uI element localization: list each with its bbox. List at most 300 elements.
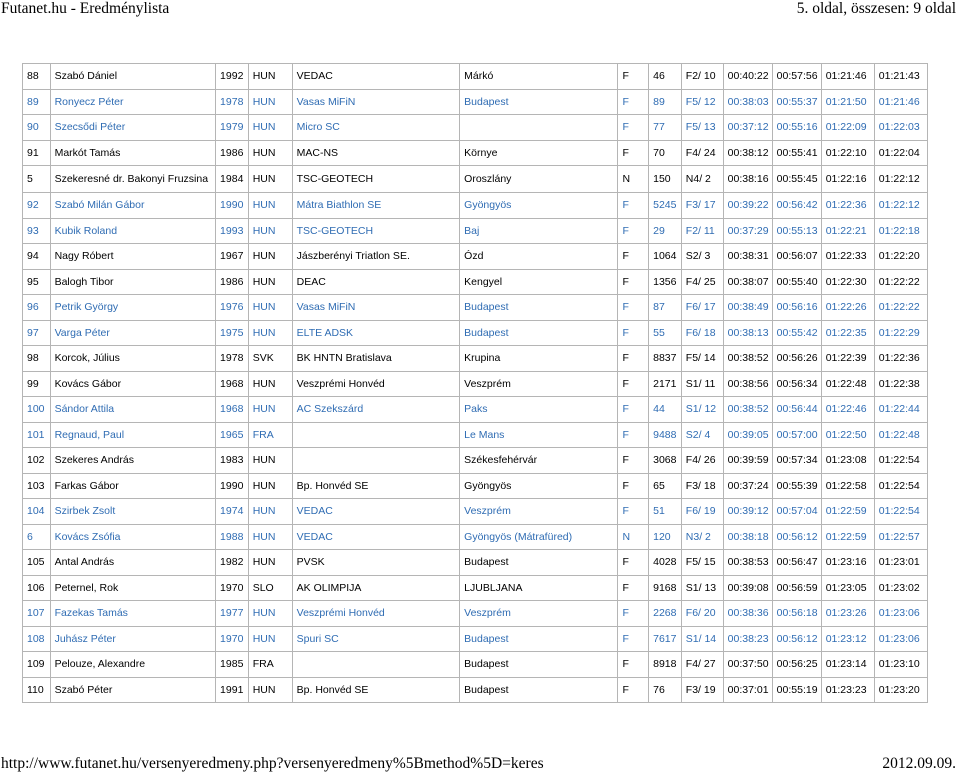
club-cell[interactable]: ELTE ADSK xyxy=(292,320,460,346)
net-time-cell: 01:22:38 xyxy=(874,371,927,397)
category-cell: S1/ 14 xyxy=(681,626,723,652)
city-cell: Ózd xyxy=(460,244,618,270)
table-row xyxy=(23,575,928,601)
gross-time-cell: 01:22:58 xyxy=(821,473,874,499)
name-cell[interactable]: Regnaud, Paul xyxy=(50,422,215,448)
year-cell: 1968 xyxy=(216,371,249,397)
gross-time-cell: 01:22:33 xyxy=(821,244,874,270)
club-cell[interactable]: VEDAC xyxy=(292,499,460,525)
table-row xyxy=(23,320,928,346)
nationality-cell: HUN xyxy=(248,140,292,166)
city-cell[interactable] xyxy=(460,115,618,141)
name-cell[interactable]: Sándor Attila xyxy=(50,397,215,423)
year-cell: 1967 xyxy=(216,244,249,270)
category-cell: F5/ 14 xyxy=(681,346,723,372)
nationality-cell: HUN xyxy=(248,499,292,525)
page-footer xyxy=(0,754,960,774)
gross-time-cell: 01:22:35 xyxy=(821,320,874,346)
split-time-2-cell: 00:56:25 xyxy=(772,652,821,678)
split-time-1-cell: 00:38:18 xyxy=(723,524,772,550)
split-time-1-cell: 00:37:50 xyxy=(723,652,772,678)
net-time-cell: 01:22:04 xyxy=(874,140,927,166)
year-cell: 1990 xyxy=(216,193,249,219)
category-cell: S2/ 4 xyxy=(681,422,723,448)
split-time-1-cell: 00:37:01 xyxy=(723,677,772,703)
rank-cell: 103 xyxy=(23,473,51,499)
net-time-cell: 01:22:54 xyxy=(874,473,927,499)
bib-cell: 70 xyxy=(649,140,682,166)
name-cell[interactable]: Kovács Zsófia xyxy=(50,524,215,550)
table-row xyxy=(23,371,928,397)
club-cell[interactable]: VEDAC xyxy=(292,524,460,550)
split-time-2-cell: 00:56:34 xyxy=(772,371,821,397)
bib-cell: 8837 xyxy=(649,346,682,372)
category-cell: F6/ 20 xyxy=(681,601,723,627)
club-cell[interactable]: Micro SC xyxy=(292,115,460,141)
year-cell: 1985 xyxy=(216,652,249,678)
gross-time-cell: 01:23:14 xyxy=(821,652,874,678)
name-cell: Szabó Péter xyxy=(50,677,215,703)
name-cell: Korcok, Július xyxy=(50,346,215,372)
sex-cell: F xyxy=(618,140,649,166)
city-cell: Oroszlány xyxy=(460,166,618,193)
table-row xyxy=(23,166,928,193)
category-cell: F6/ 17 xyxy=(681,295,723,321)
gross-time-cell: 01:23:16 xyxy=(821,550,874,576)
split-time-1-cell: 00:37:12 xyxy=(723,115,772,141)
sex-cell: N xyxy=(618,166,649,193)
nationality-cell: FRA xyxy=(248,422,292,448)
rank-cell: 89 xyxy=(23,89,51,115)
category-cell: F3/ 17 xyxy=(681,193,723,219)
gross-time-cell: 01:23:26 xyxy=(821,601,874,627)
split-time-2-cell: 00:56:07 xyxy=(772,244,821,270)
table-row xyxy=(23,115,928,141)
city-cell: Veszprém xyxy=(460,371,618,397)
city-cell[interactable]: Le Mans xyxy=(460,422,618,448)
rank-cell: 90 xyxy=(23,115,51,141)
sex-cell: F xyxy=(618,346,649,372)
nationality-cell: HUN xyxy=(248,193,292,219)
sex-cell: F xyxy=(618,193,649,219)
name-cell: Farkas Gábor xyxy=(50,473,215,499)
category-cell: S2/ 3 xyxy=(681,244,723,270)
nationality-cell: HUN xyxy=(248,550,292,576)
split-time-2-cell: 00:55:40 xyxy=(772,269,821,295)
bib-cell: 3068 xyxy=(649,448,682,474)
gross-time-cell: 01:22:26 xyxy=(821,295,874,321)
year-cell: 1984 xyxy=(216,166,249,193)
split-time-1-cell: 00:38:23 xyxy=(723,626,772,652)
club-cell: MAC-NS xyxy=(292,140,460,166)
nationality-cell: HUN xyxy=(248,320,292,346)
rank-cell: 108 xyxy=(23,626,51,652)
sex-cell: F xyxy=(618,295,649,321)
gross-time-cell: 01:21:50 xyxy=(821,89,874,115)
net-time-cell: 01:22:18 xyxy=(874,218,927,244)
table-row xyxy=(23,422,928,448)
split-time-2-cell: 00:56:47 xyxy=(772,550,821,576)
sex-cell: F xyxy=(618,218,649,244)
bib-cell: 9168 xyxy=(649,575,682,601)
bib-cell: 77 xyxy=(649,115,682,141)
name-cell: Pelouze, Alexandre xyxy=(50,652,215,678)
club-cell: DEAC xyxy=(292,269,460,295)
net-time-cell: 01:22:57 xyxy=(874,524,927,550)
year-cell: 1983 xyxy=(216,448,249,474)
gross-time-cell: 01:22:36 xyxy=(821,193,874,219)
name-cell[interactable]: Szabó Milán Gábor xyxy=(50,193,215,219)
table-row xyxy=(23,601,928,627)
split-time-1-cell: 00:38:16 xyxy=(723,166,772,193)
net-time-cell: 01:23:06 xyxy=(874,626,927,652)
net-time-cell: 01:22:12 xyxy=(874,193,927,219)
club-cell[interactable]: Mátra Biathlon SE xyxy=(292,193,460,219)
category-cell: S1/ 12 xyxy=(681,397,723,423)
club-cell: Jászberényi Triatlon SE. xyxy=(292,244,460,270)
rank-cell: 101 xyxy=(23,422,51,448)
gross-time-cell: 01:22:39 xyxy=(821,346,874,372)
table-row xyxy=(23,473,928,499)
rank-cell: 99 xyxy=(23,371,51,397)
bib-cell: 1356 xyxy=(649,269,682,295)
split-time-2-cell: 00:56:12 xyxy=(772,524,821,550)
split-time-1-cell: 00:40:22 xyxy=(723,64,772,90)
city-cell: Kengyel xyxy=(460,269,618,295)
bib-cell: 1064 xyxy=(649,244,682,270)
category-cell: F5/ 13 xyxy=(681,115,723,141)
city-cell: Környe xyxy=(460,140,618,166)
club-cell: AK OLIMPIJA xyxy=(292,575,460,601)
sex-cell: F xyxy=(618,448,649,474)
bib-cell: 44 xyxy=(649,397,682,423)
city-cell: Krupina xyxy=(460,346,618,372)
sex-cell: F xyxy=(618,244,649,270)
name-cell[interactable]: Szecsődi Péter xyxy=(50,115,215,141)
gross-time-cell: 01:23:08 xyxy=(821,448,874,474)
rank-cell: 96 xyxy=(23,295,51,321)
category-cell: F3/ 19 xyxy=(681,677,723,703)
gross-time-cell: 01:22:59 xyxy=(821,499,874,525)
nationality-cell: HUN xyxy=(248,295,292,321)
year-cell: 1975 xyxy=(216,320,249,346)
year-cell: 1970 xyxy=(216,626,249,652)
category-cell: S1/ 13 xyxy=(681,575,723,601)
net-time-cell: 01:22:44 xyxy=(874,397,927,423)
city-cell[interactable]: Budapest xyxy=(460,320,618,346)
rank-cell: 107 xyxy=(23,601,51,627)
gross-time-cell: 01:22:09 xyxy=(821,115,874,141)
city-cell[interactable]: Gyöngyös xyxy=(460,193,618,219)
nationality-cell: HUN xyxy=(248,448,292,474)
gross-time-cell: 01:23:12 xyxy=(821,626,874,652)
name-cell[interactable]: Szirbek Zsolt xyxy=(50,499,215,525)
city-cell: Székesfehérvár xyxy=(460,448,618,474)
gross-time-cell: 01:23:23 xyxy=(821,677,874,703)
split-time-2-cell: 00:56:42 xyxy=(772,193,821,219)
gross-time-cell: 01:22:30 xyxy=(821,269,874,295)
club-cell[interactable]: TSC-GEOTECH xyxy=(292,218,460,244)
name-cell[interactable]: Ronyecz Péter xyxy=(50,89,215,115)
bib-cell: 89 xyxy=(649,89,682,115)
rank-cell: 106 xyxy=(23,575,51,601)
split-time-1-cell: 00:38:03 xyxy=(723,89,772,115)
club-cell: Veszprémi Honvéd xyxy=(292,371,460,397)
gross-time-cell: 01:21:46 xyxy=(821,64,874,90)
rank-cell: 6 xyxy=(23,524,51,550)
bib-cell: 55 xyxy=(649,320,682,346)
club-cell: PVSK xyxy=(292,550,460,576)
bib-cell: 65 xyxy=(649,473,682,499)
net-time-cell: 01:21:43 xyxy=(874,64,927,90)
rank-cell: 110 xyxy=(23,677,51,703)
gross-time-cell: 01:23:05 xyxy=(821,575,874,601)
category-cell: F2/ 10 xyxy=(681,64,723,90)
nationality-cell: HUN xyxy=(248,371,292,397)
category-cell: F5/ 12 xyxy=(681,89,723,115)
split-time-2-cell: 00:55:37 xyxy=(772,89,821,115)
category-cell: S1/ 11 xyxy=(681,371,723,397)
nationality-cell: HUN xyxy=(248,626,292,652)
net-time-cell: 01:22:22 xyxy=(874,269,927,295)
club-cell[interactable]: Vasas MiFiN xyxy=(292,89,460,115)
city-cell[interactable]: Veszprém xyxy=(460,499,618,525)
page-header xyxy=(0,0,960,22)
sex-cell: F xyxy=(618,499,649,525)
print-date: 2012.09.09. xyxy=(882,755,956,772)
year-cell: 1965 xyxy=(216,422,249,448)
nationality-cell: HUN xyxy=(248,473,292,499)
split-time-1-cell: 00:38:53 xyxy=(723,550,772,576)
table-row xyxy=(23,626,928,652)
split-time-1-cell: 00:37:29 xyxy=(723,218,772,244)
category-cell: N4/ 2 xyxy=(681,166,723,193)
city-cell[interactable]: Gyöngyös (Mátrafüred) xyxy=(460,524,618,550)
category-cell: F4/ 24 xyxy=(681,140,723,166)
net-time-cell: 01:23:06 xyxy=(874,601,927,627)
split-time-2-cell: 00:57:34 xyxy=(772,448,821,474)
nationality-cell: FRA xyxy=(248,652,292,678)
city-cell[interactable]: Veszprém xyxy=(460,601,618,627)
bib-cell: 76 xyxy=(649,677,682,703)
name-cell: Kovács Gábor xyxy=(50,371,215,397)
club-cell: BK HNTN Bratislava xyxy=(292,346,460,372)
bib-cell: 46 xyxy=(649,64,682,90)
name-cell[interactable]: Varga Péter xyxy=(50,320,215,346)
year-cell: 1976 xyxy=(216,295,249,321)
split-time-2-cell: 00:55:39 xyxy=(772,473,821,499)
page-url: http://www.futanet.hu/versenyeredmeny.php?versenyeredmeny%5Bmethod%5D=keres xyxy=(1,755,544,772)
bib-cell: 8918 xyxy=(649,652,682,678)
sex-cell: F xyxy=(618,371,649,397)
bib-cell: 4028 xyxy=(649,550,682,576)
table-row xyxy=(23,64,928,90)
split-time-1-cell: 00:39:12 xyxy=(723,499,772,525)
city-cell: Márkó xyxy=(460,64,618,90)
year-cell: 1988 xyxy=(216,524,249,550)
category-cell: F6/ 19 xyxy=(681,499,723,525)
city-cell[interactable]: Baj xyxy=(460,218,618,244)
table-row xyxy=(23,652,928,678)
name-cell: Antal András xyxy=(50,550,215,576)
split-time-1-cell: 00:38:52 xyxy=(723,346,772,372)
rank-cell: 95 xyxy=(23,269,51,295)
split-time-1-cell: 00:38:07 xyxy=(723,269,772,295)
rank-cell: 100 xyxy=(23,397,51,423)
net-time-cell: 01:22:48 xyxy=(874,422,927,448)
year-cell: 1986 xyxy=(216,140,249,166)
category-cell: F5/ 15 xyxy=(681,550,723,576)
sex-cell: F xyxy=(618,473,649,499)
net-time-cell: 01:22:36 xyxy=(874,346,927,372)
table-row xyxy=(23,89,928,115)
club-cell[interactable]: Veszprémi Honvéd xyxy=(292,601,460,627)
split-time-1-cell: 00:38:12 xyxy=(723,140,772,166)
rank-cell: 97 xyxy=(23,320,51,346)
name-cell: Markót Tamás xyxy=(50,140,215,166)
table-row xyxy=(23,140,928,166)
bib-cell: 2268 xyxy=(649,601,682,627)
split-time-2-cell: 00:57:56 xyxy=(772,64,821,90)
rank-cell: 91 xyxy=(23,140,51,166)
split-time-1-cell: 00:38:56 xyxy=(723,371,772,397)
name-cell: Szekeres András xyxy=(50,448,215,474)
city-cell: LJUBLJANA xyxy=(460,575,618,601)
rank-cell: 92 xyxy=(23,193,51,219)
net-time-cell: 01:22:20 xyxy=(874,244,927,270)
year-cell: 1978 xyxy=(216,89,249,115)
name-cell[interactable]: Petrik György xyxy=(50,295,215,321)
table-row xyxy=(23,295,928,321)
gross-time-cell: 01:22:10 xyxy=(821,140,874,166)
rank-cell: 102 xyxy=(23,448,51,474)
bib-cell: 29 xyxy=(649,218,682,244)
name-cell: Nagy Róbert xyxy=(50,244,215,270)
split-time-2-cell: 00:56:44 xyxy=(772,397,821,423)
split-time-1-cell: 00:38:31 xyxy=(723,244,772,270)
net-time-cell: 01:23:20 xyxy=(874,677,927,703)
net-time-cell: 01:22:54 xyxy=(874,499,927,525)
club-cell[interactable] xyxy=(292,422,460,448)
table-row xyxy=(23,499,928,525)
split-time-1-cell: 00:38:52 xyxy=(723,397,772,423)
city-cell[interactable]: Budapest xyxy=(460,89,618,115)
year-cell: 1970 xyxy=(216,575,249,601)
split-time-2-cell: 00:57:04 xyxy=(772,499,821,525)
name-cell[interactable]: Kubik Roland xyxy=(50,218,215,244)
nationality-cell: SLO xyxy=(248,575,292,601)
year-cell: 1986 xyxy=(216,269,249,295)
nationality-cell: HUN xyxy=(248,64,292,90)
year-cell: 1974 xyxy=(216,499,249,525)
club-cell: Bp. Honvéd SE xyxy=(292,473,460,499)
table-row xyxy=(23,550,928,576)
nationality-cell: HUN xyxy=(248,244,292,270)
club-cell[interactable]: Vasas MiFiN xyxy=(292,295,460,321)
split-time-1-cell: 00:39:59 xyxy=(723,448,772,474)
sex-cell: N xyxy=(618,524,649,550)
city-cell[interactable]: Budapest xyxy=(460,295,618,321)
page-count: 5. oldal, összesen: 9 oldal xyxy=(796,0,956,17)
category-cell: F4/ 26 xyxy=(681,448,723,474)
table-row xyxy=(23,346,928,372)
year-cell: 1977 xyxy=(216,601,249,627)
sex-cell: F xyxy=(618,550,649,576)
name-cell[interactable]: Juhász Péter xyxy=(50,626,215,652)
rank-cell: 88 xyxy=(23,64,51,90)
rank-cell: 105 xyxy=(23,550,51,576)
year-cell: 1990 xyxy=(216,473,249,499)
net-time-cell: 01:21:46 xyxy=(874,89,927,115)
name-cell: Peternel, Rok xyxy=(50,575,215,601)
name-cell[interactable]: Fazekas Tamás xyxy=(50,601,215,627)
city-cell: Budapest xyxy=(460,677,618,703)
gross-time-cell: 01:22:21 xyxy=(821,218,874,244)
rank-cell: 5 xyxy=(23,166,51,193)
rank-cell: 94 xyxy=(23,244,51,270)
rank-cell: 93 xyxy=(23,218,51,244)
category-cell: F4/ 25 xyxy=(681,269,723,295)
sex-cell: F xyxy=(618,677,649,703)
city-cell: Budapest xyxy=(460,550,618,576)
nationality-cell: HUN xyxy=(248,166,292,193)
bib-cell: 51 xyxy=(649,499,682,525)
category-cell: F3/ 18 xyxy=(681,473,723,499)
bib-cell: 2171 xyxy=(649,371,682,397)
split-time-2-cell: 00:55:41 xyxy=(772,140,821,166)
sex-cell: F xyxy=(618,575,649,601)
sex-cell: F xyxy=(618,601,649,627)
net-time-cell: 01:23:10 xyxy=(874,652,927,678)
city-cell: Gyöngyös xyxy=(460,473,618,499)
nationality-cell: HUN xyxy=(248,397,292,423)
split-time-2-cell: 00:56:26 xyxy=(772,346,821,372)
gross-time-cell: 01:22:16 xyxy=(821,166,874,193)
nationality-cell: HUN xyxy=(248,218,292,244)
bib-cell: 9488 xyxy=(649,422,682,448)
city-cell[interactable]: Budapest xyxy=(460,626,618,652)
sex-cell: F xyxy=(618,320,649,346)
club-cell[interactable]: AC Szekszárd xyxy=(292,397,460,423)
club-cell[interactable]: Spuri SC xyxy=(292,626,460,652)
split-time-2-cell: 00:55:16 xyxy=(772,115,821,141)
table-row xyxy=(23,397,928,423)
split-time-2-cell: 00:56:12 xyxy=(772,626,821,652)
table-row xyxy=(23,218,928,244)
split-time-2-cell: 00:56:18 xyxy=(772,601,821,627)
table-row xyxy=(23,677,928,703)
nationality-cell: HUN xyxy=(248,115,292,141)
bib-cell: 120 xyxy=(649,524,682,550)
nationality-cell: HUN xyxy=(248,677,292,703)
year-cell: 1982 xyxy=(216,550,249,576)
sex-cell: F xyxy=(618,626,649,652)
nationality-cell: HUN xyxy=(248,601,292,627)
rank-cell: 104 xyxy=(23,499,51,525)
sex-cell: F xyxy=(618,422,649,448)
year-cell: 1991 xyxy=(216,677,249,703)
category-cell: F2/ 11 xyxy=(681,218,723,244)
year-cell: 1993 xyxy=(216,218,249,244)
table-row xyxy=(23,524,928,550)
split-time-2-cell: 00:56:16 xyxy=(772,295,821,321)
bib-cell: 5245 xyxy=(649,193,682,219)
split-time-2-cell: 00:55:45 xyxy=(772,166,821,193)
name-cell: Szekeresné dr. Bakonyi Fruzsina xyxy=(50,166,215,193)
city-cell[interactable]: Paks xyxy=(460,397,618,423)
net-time-cell: 01:22:12 xyxy=(874,166,927,193)
sex-cell: F xyxy=(618,89,649,115)
